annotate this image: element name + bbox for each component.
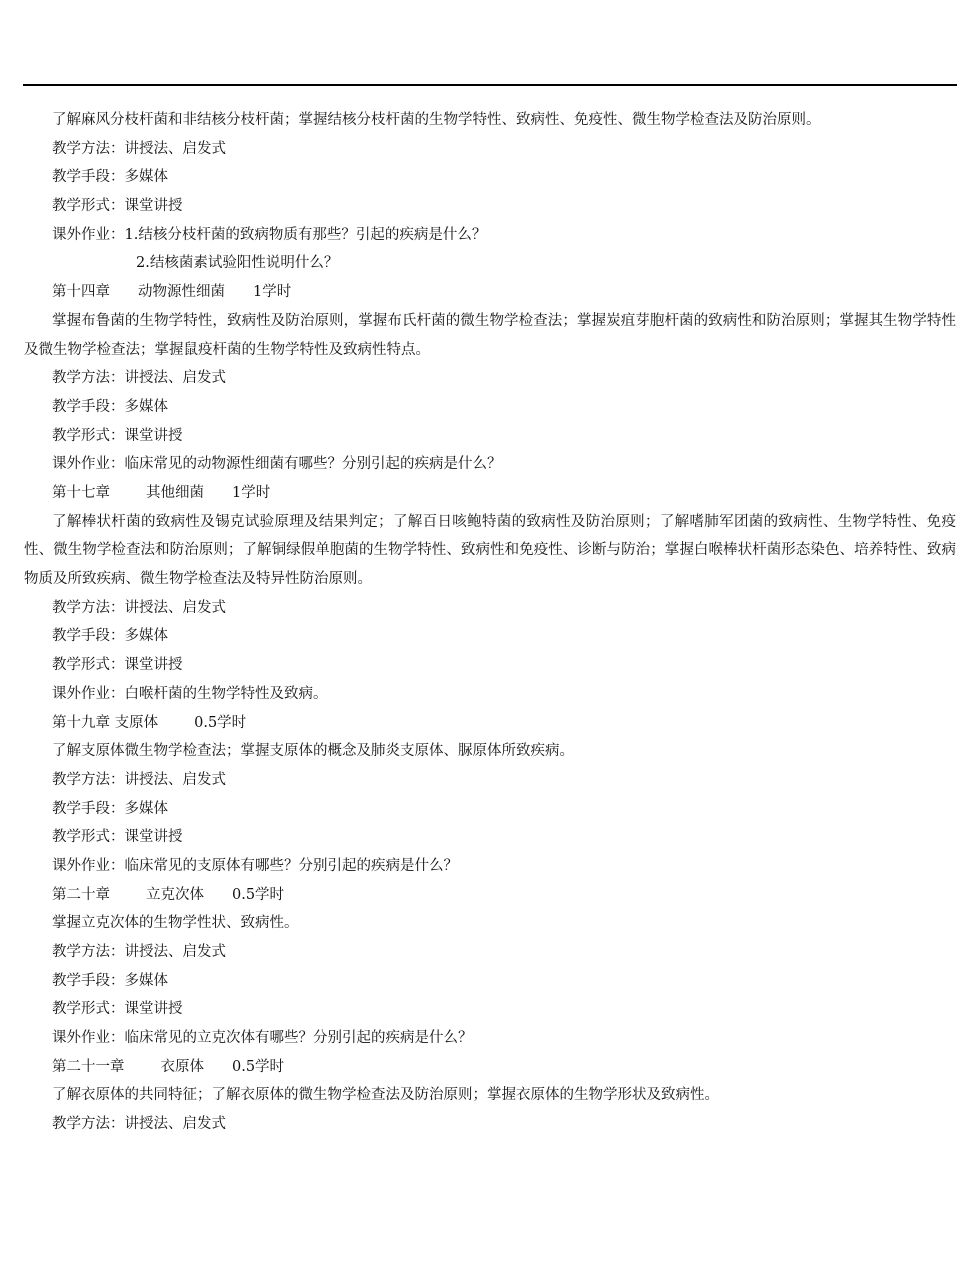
header-rule	[23, 84, 957, 86]
teaching-method: 教学方法：讲授法、启发式	[52, 771, 226, 788]
chapter-objectives: 掌握布鲁菌的生物学特性，致病性及防治原则，掌握布氏杆菌的微生物学检查法；掌握炭疽芽胞杆菌的致病性和防治原则；掌握其生物学特性及微生物学检查法；掌握鼠疫杆菌的生物学特性及致病性特点。	[24, 312, 956, 358]
chapter-heading	[24, 479, 956, 508]
text-line: 了解麻风分枝杆菌和非结核分枝杆菌；掌握结核分枝杆菌的生物学特性、致病性、免疫性、微生物学检查法及防治原则。	[52, 112, 821, 128]
teaching-form: 教学形式：课堂讲授	[52, 198, 183, 215]
chapter-number: 第十四章	[52, 284, 110, 301]
chapter-objectives: 了解棒状杆菌的致病性及锡克试验原理及结果判定；了解百日咳鲍特菌的致病性及防治原则；了解嗜肺军团菌的致病性、生物学特性、免疫性、微生物学检查法和防治原则；了解铜绿假单胞菌的生物学特性、致病性和免疫性、诊断与防治；掌握白喉棒状杆菌形态染色、培养特性、致病物质及所致疾病、微生物学检查法及特异性防治原则。	[24, 513, 956, 588]
chapter-heading	[24, 278, 956, 307]
chapter-title: 动物源性细菌	[138, 284, 225, 301]
homework: 课外作业：临床常见的支原体有哪些？分别引起的疾病是什么？	[52, 857, 458, 874]
chapter-title: 支原体	[114, 714, 159, 731]
homework: 课外作业：临床常见的立克次体有哪些？分别引起的疾病是什么？	[52, 1030, 473, 1047]
chapter-number: 第十九章	[52, 714, 110, 731]
teaching-method: 教学方法：讲授法、启发式	[52, 370, 226, 387]
chapter-hours: 0.5学时	[232, 1058, 285, 1075]
chapter-hours: 0.5学时	[232, 886, 285, 903]
chapter-objectives: 了解支原体微生物学检查法；掌握支原体的概念及肺炎支原体、脲原体所致疾病。	[52, 743, 574, 760]
chapter-hours: 1学时	[232, 484, 271, 501]
teaching-method: 教学方法：讲授法、启发式	[52, 140, 226, 157]
chapter-heading	[24, 881, 956, 910]
chapter-number: 第十七章	[52, 484, 110, 501]
chapter-number: 第二十章	[52, 886, 110, 903]
chapter-heading	[24, 1053, 956, 1082]
chapter-objectives: 了解衣原体的共同特征；了解衣原体的微生物学检查法及防治原则；掌握衣原体的生物学形状及致病性。	[52, 1087, 719, 1104]
chapter-title: 其他细菌	[146, 484, 204, 501]
teaching-means: 教学手段：多媒体	[52, 800, 168, 817]
homework-item-2: 2.结核菌素试验阳性说明什么？	[136, 255, 339, 272]
chapter-objectives: 掌握立克次体的生物学性状、致病性。	[52, 915, 299, 932]
teaching-form: 教学形式：课堂讲授	[52, 657, 183, 674]
teaching-form: 教学形式：课堂讲授	[52, 829, 183, 846]
document-body	[24, 106, 956, 1139]
homework: 课外作业：1.结核分枝杆菌的致病物质有那些？引起的疾病是什么？	[52, 226, 487, 243]
chapter-hours: 1学时	[253, 284, 292, 301]
chapter-heading	[24, 709, 956, 738]
teaching-method: 教学方法：讲授法、启发式	[52, 1116, 226, 1133]
teaching-means: 教学手段：多媒体	[52, 398, 168, 415]
chapter-title: 衣原体	[160, 1058, 204, 1075]
chapter-title: 立克次体	[146, 886, 204, 903]
teaching-means: 教学手段：多媒体	[52, 628, 168, 645]
homework: 课外作业：白喉杆菌的生物学特性及致病。	[52, 685, 328, 702]
teaching-method: 教学方法：讲授法、启发式	[52, 599, 226, 616]
chapter-number: 第二十一章	[52, 1058, 125, 1075]
teaching-means: 教学手段：多媒体	[52, 169, 168, 186]
homework: 课外作业：临床常见的动物源性细菌有哪些？分别引起的疾病是什么？	[52, 456, 502, 473]
teaching-method: 教学方法：讲授法、启发式	[52, 944, 226, 961]
teaching-form: 教学形式：课堂讲授	[52, 1001, 183, 1018]
chapter-hours: 0.5学时	[194, 714, 247, 731]
teaching-form: 教学形式：课堂讲授	[52, 427, 183, 444]
teaching-means: 教学手段：多媒体	[52, 972, 168, 989]
